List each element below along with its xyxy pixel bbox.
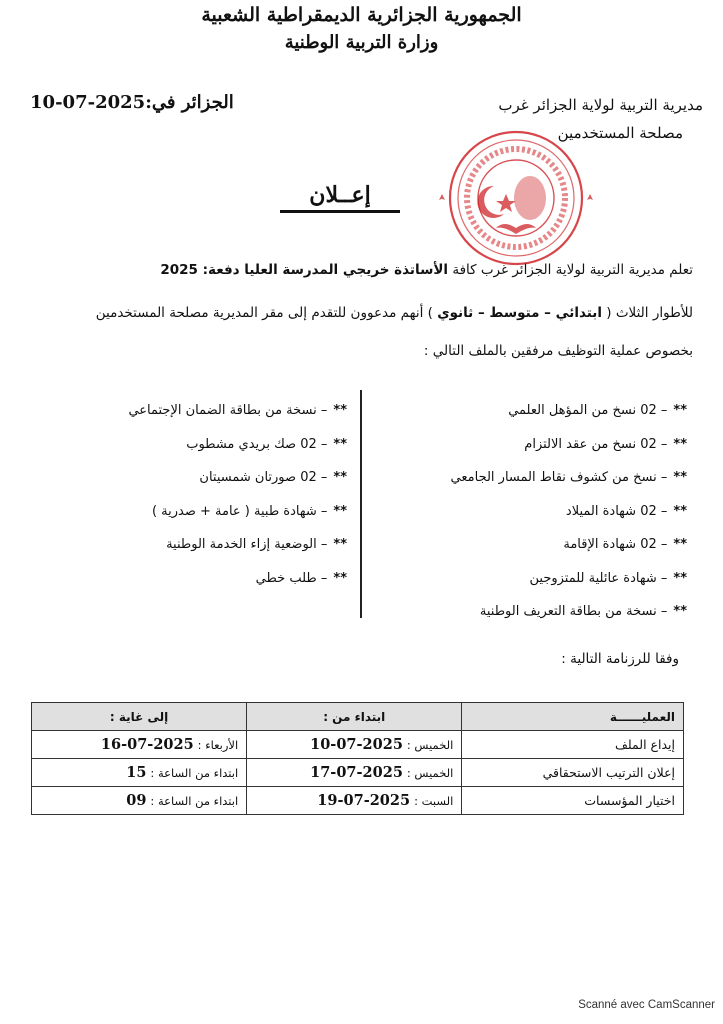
list-item: [47, 528, 347, 562]
from-cell: [247, 759, 462, 787]
list-item-text: – شهادة طبية ( عامة + صدرية ): [151, 503, 328, 519]
column-header-from: ابتداء من :: [247, 703, 462, 731]
list-item: [47, 495, 347, 529]
bullet-stars: **: [333, 503, 347, 519]
list-item: [387, 461, 687, 495]
service-name: مصلحة المستخدمين: [557, 124, 683, 142]
list-item-text: – نسخة من بطاقة الضمان الإجتماعي: [128, 403, 328, 419]
documents-list-left: [47, 394, 347, 595]
list-item-text: – طلب خطي: [255, 570, 328, 586]
to-cell: [32, 759, 247, 787]
table-row: [32, 759, 684, 787]
list-item-text: – شهادة عائلية للمتزوجين: [529, 570, 668, 586]
body-paragraph-1: [33, 262, 693, 280]
list-item-text: – نسخ من كشوف نقاط المسار الجامعي: [450, 470, 668, 486]
list-item-text: – 02 شهادة الميلاد: [565, 503, 668, 519]
to-day: ابتداء من الساعة :: [150, 766, 239, 780]
from-date: 2025-07-19: [317, 792, 411, 809]
bullet-stars: **: [333, 570, 347, 586]
list-item: [47, 562, 347, 596]
documents-list-right: [387, 394, 687, 629]
to-value: 09: [126, 792, 147, 809]
bullet-stars: **: [673, 570, 687, 586]
to-cell: [32, 787, 247, 815]
body-text-bold: الأساتذة خريجي المدرسة العليا دفعة: 2025: [160, 262, 449, 278]
directorate-name: مديرية التربية لولاية الجزائر غرب: [498, 96, 703, 114]
operation-cell: إيداع الملف: [462, 731, 684, 759]
operation-cell: اختيار المؤسسات: [462, 787, 684, 815]
list-item-text: – نسخة من بطاقة التعريف الوطنية: [479, 604, 668, 620]
bullet-stars: **: [333, 537, 347, 553]
body-text: تعلم مديرية التربية لولاية الجزائر غرب كافة: [452, 262, 693, 278]
column-divider: [360, 390, 362, 618]
list-item: [47, 394, 347, 428]
list-item: [47, 428, 347, 462]
table-row: [32, 731, 684, 759]
bullet-stars: **: [333, 470, 347, 486]
body-text: للأطوار الثلاث (: [606, 305, 693, 321]
to-value: 15: [126, 764, 147, 781]
list-item: [387, 595, 687, 629]
to-day: الأربعاء :: [197, 738, 239, 752]
body-text-bold: ابتدائي – متوسط – ثانوي: [437, 305, 602, 321]
from-day: الخميس :: [406, 738, 454, 752]
list-item-text: – الوضعية إزاء الخدمة الوطنية: [166, 537, 328, 553]
bullet-stars: **: [673, 470, 687, 486]
from-day: السبت :: [414, 794, 454, 808]
list-item: [387, 428, 687, 462]
bullet-stars: **: [333, 436, 347, 452]
announcement-title: إعــلان: [280, 182, 400, 213]
ministry-title: وزارة التربية الوطنية: [284, 32, 439, 53]
table-header-row: [32, 703, 684, 731]
list-item-text: – 02 شهادة الإقامة: [563, 537, 668, 553]
list-item: [387, 528, 687, 562]
from-date: 2025-07-17: [310, 764, 403, 781]
body-paragraph-3: بخصوص عملية التوظيف مرفقين بالملف التالي :: [423, 343, 693, 359]
list-item-text: – 02 نسخ من المؤهل العلمي: [508, 403, 668, 419]
republic-title: الجمهورية الجزائرية الديمقراطية الشعبية: [201, 4, 522, 26]
list-item-text: – 02 نسخ من عقد الالتزام: [524, 436, 668, 452]
list-item: [387, 495, 687, 529]
column-header-to: إلى غاية :: [32, 703, 247, 731]
body-text: ) أنهم مدعوون للتقدم إلى مقر المديرية مصلحة المستخدمين: [95, 305, 433, 321]
column-header-operation: العمليــــــة: [462, 703, 684, 731]
bullet-stars: **: [673, 403, 687, 419]
bullet-stars: **: [333, 403, 347, 419]
list-item-text: – 02 صورتان شمسيتان: [199, 470, 328, 486]
bullet-stars: **: [673, 436, 687, 452]
from-date: 2025-07-10: [310, 736, 403, 753]
to-value: 2025-07-16: [100, 736, 194, 753]
body-paragraph-2: [33, 305, 693, 323]
operation-cell: إعلان الترتيب الاستحقاقي: [462, 759, 684, 787]
from-day: الخميس :: [406, 766, 454, 780]
list-item-text: – 02 صك بريدي مشطوب: [186, 436, 328, 452]
table-row: [32, 787, 684, 815]
bullet-stars: **: [673, 604, 687, 620]
list-item: [387, 394, 687, 428]
schedule-table: [31, 702, 684, 815]
from-cell: [247, 731, 462, 759]
list-item: [47, 461, 347, 495]
official-seal-icon: [432, 128, 600, 268]
date-place: الجزائر في:2025-07-10: [30, 92, 234, 113]
list-item: [387, 562, 687, 596]
to-cell: [32, 731, 247, 759]
bullet-stars: **: [673, 537, 687, 553]
to-day: ابتداء من الساعة :: [150, 794, 239, 808]
calendar-intro: وفقا للرزنامة التالية :: [561, 651, 679, 667]
bullet-stars: **: [673, 503, 687, 519]
scanner-footer: Scanné avec CamScanner: [578, 999, 715, 1011]
from-cell: [247, 787, 462, 815]
